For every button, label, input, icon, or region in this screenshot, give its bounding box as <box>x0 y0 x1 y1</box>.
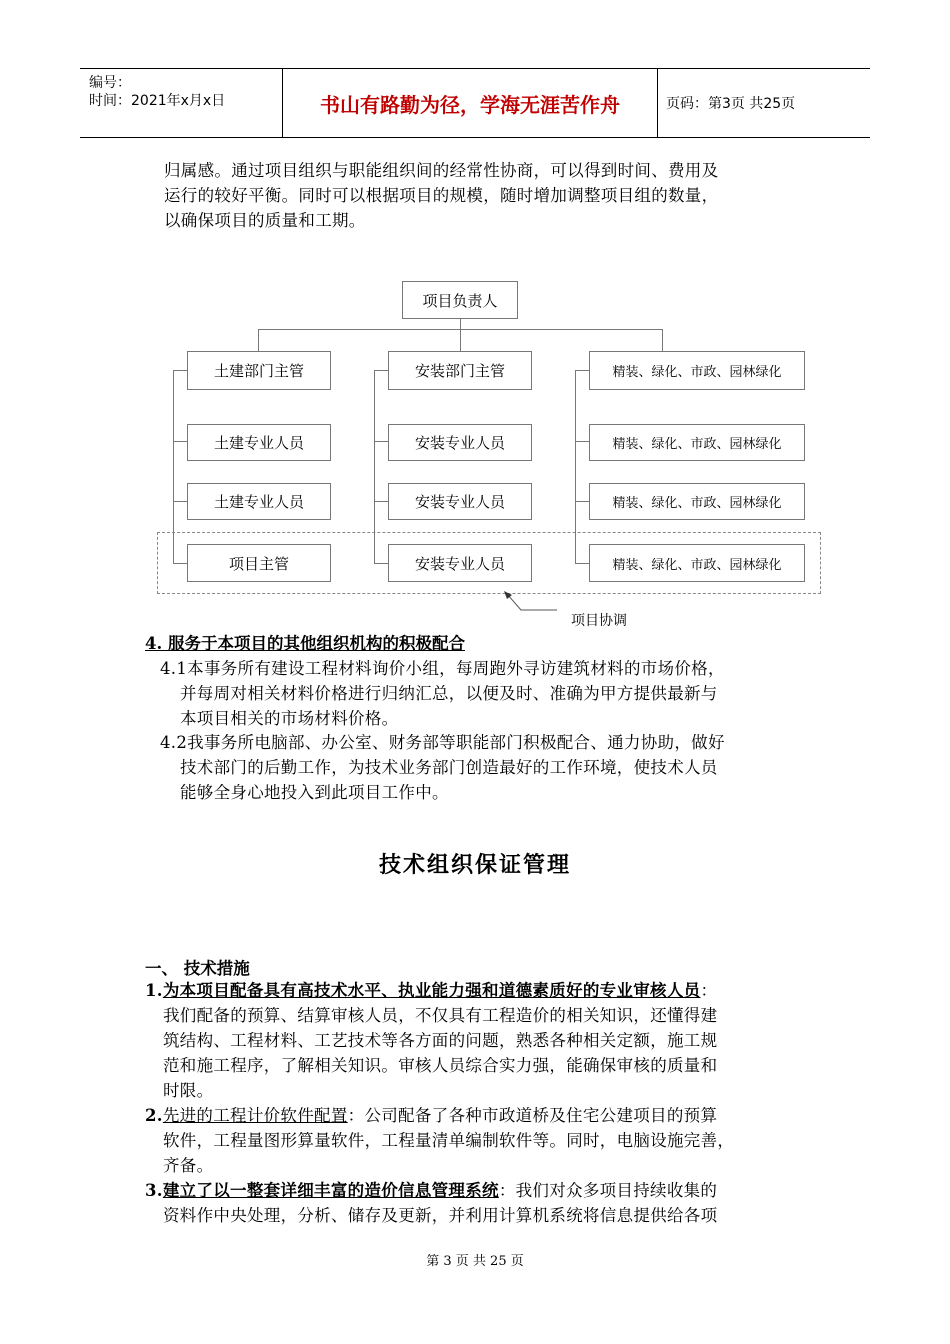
header-page-info: 页码：第3页 共25页 <box>666 96 796 112</box>
connector <box>460 319 461 329</box>
header-meta <box>80 69 283 137</box>
org-box: 项目主管 <box>187 544 331 582</box>
text-line: 软件，工程量图形算量软件，工程量清单编制软件等。同时，电脑设施完善， <box>163 1131 735 1150</box>
connector <box>173 563 187 564</box>
item-number: 2. <box>145 1106 163 1125</box>
text-line: 范和施工程序，了解相关知识。审核人员综合实力强，能确保审核的质量和 <box>163 1056 718 1075</box>
org-box: 精装、绿化、市政、园林绿化 <box>589 424 805 461</box>
connector <box>374 370 388 371</box>
text-line: 能够全身心地投入到此项目工作中。 <box>180 783 449 802</box>
org-box: 安装专业人员 <box>388 424 532 461</box>
main-title: 技术组织保证管理 <box>378 852 571 878</box>
connector <box>374 370 375 563</box>
org-box: 土建专业人员 <box>187 483 331 520</box>
number-label: 编号： <box>89 75 131 91</box>
connector <box>258 329 259 351</box>
intro-line: 归属感。通过项目组织与职能组织间的经常性协商，可以得到时间、费用及 <box>164 161 719 180</box>
measure-item-1 <box>145 978 717 1103</box>
connector <box>374 441 388 442</box>
org-root-box: 项目负责人 <box>402 281 518 319</box>
org-box: 安装专业人员 <box>388 544 532 582</box>
item-rest: ：公司配备了各种市政道桥及住宅公建项目的预算 <box>347 1106 718 1125</box>
connector <box>575 501 589 502</box>
connector <box>575 370 589 371</box>
section4-title: 4. 服务于本项目的其他组织机构的积极配合 <box>145 634 465 653</box>
text-line: 我们配备的预算、结算审核人员，不仅具有工程造价的相关知识，还懂得建 <box>163 1006 718 1025</box>
measure-item-3 <box>145 1178 717 1228</box>
intro-line: 运行的较好平衡。同时可以根据项目的规模，随时增加调整项目组的数量， <box>164 186 719 205</box>
item-rest: ：我们对众多项目持续收集的 <box>498 1181 718 1200</box>
connector <box>173 501 187 502</box>
section4-p2 <box>160 730 725 805</box>
intro-paragraph <box>164 158 718 233</box>
measure-item-2 <box>145 1103 734 1178</box>
connector <box>173 370 174 563</box>
item-number: 1. <box>145 981 163 1000</box>
coordination-label: 项目协调 <box>571 613 627 629</box>
text-line: 并每周对相关材料价格进行归纳汇总，以便及时、准确为甲方提供最新与 <box>180 684 718 703</box>
page-footer: 第 3 页 共 25 页 <box>426 1254 524 1269</box>
item-colon: ： <box>700 981 718 1000</box>
time-label: 时间：2021年x月x日 <box>89 93 226 109</box>
text-line: 时限。 <box>163 1081 214 1100</box>
item-title: 先进的工程计价软件配置 <box>162 1106 348 1125</box>
page-header <box>80 68 870 138</box>
measures-heading: 一、 技术措施 <box>145 959 250 978</box>
org-box: 土建专业人员 <box>187 424 331 461</box>
item-title: 建立了以一整套详细丰富的造价信息管理系统 <box>162 1181 499 1200</box>
text-line: 技术部门的后勤工作，为技术业务部门创造最好的工作环境，使技术人员 <box>180 758 718 777</box>
section4-p1 <box>160 656 725 731</box>
text-line: 齐备。 <box>163 1156 214 1175</box>
connector <box>662 329 663 351</box>
org-box: 土建部门主管 <box>187 351 331 390</box>
text-line: 本项目相关的市场材料价格。 <box>180 709 399 728</box>
org-box: 安装部门主管 <box>388 351 532 390</box>
text-line: 筑结构、工程材料、工艺技术等各方面的问题，熟悉各种相关定额，施工规 <box>163 1031 718 1050</box>
connector <box>575 370 576 563</box>
connector <box>374 501 388 502</box>
connector <box>374 563 388 564</box>
text-line: 4.2我事务所电脑部、办公室、财务部等职能部门积极配合、通力协助，做好 <box>160 733 725 752</box>
text-line: 4.1本事务所有建设工程材料询价小组，每周跑外寻访建筑材料的市场价格， <box>160 659 725 678</box>
org-box: 安装专业人员 <box>388 483 532 520</box>
coordination-arrow-icon <box>495 588 575 628</box>
connector <box>173 441 187 442</box>
header-motto: 书山有路勤为径，学海无涯苦作舟 <box>283 69 658 137</box>
intro-line: 以确保项目的质量和工期。 <box>164 211 366 230</box>
connector <box>173 370 187 371</box>
connector <box>575 563 589 564</box>
connector <box>460 329 461 351</box>
org-box: 精装、绿化、市政、园林绿化 <box>589 483 805 520</box>
org-box: 精装、绿化、市政、园林绿化 <box>589 351 805 390</box>
org-box: 精装、绿化、市政、园林绿化 <box>589 544 805 582</box>
item-number: 3. <box>145 1181 163 1200</box>
connector <box>575 441 589 442</box>
item-title: 为本项目配备具有高技术水平、执业能力强和道德素质好的专业审核人员 <box>162 981 701 1000</box>
text-line: 资料作中央处理，分析、储存及更新，并利用计算机系统将信息提供给各项 <box>163 1206 718 1225</box>
